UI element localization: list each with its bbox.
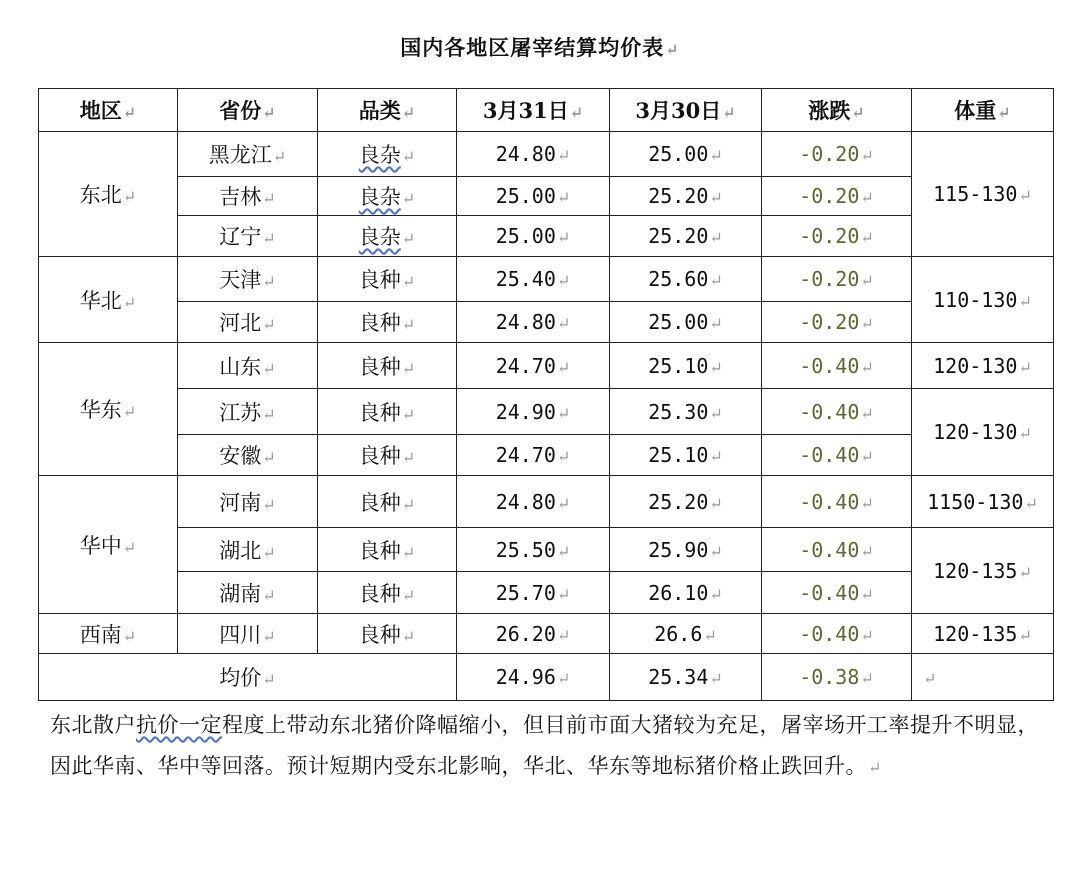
weight-cell: 120-135↵ (912, 614, 1054, 654)
province-cell: 江苏↵ (178, 389, 318, 435)
header-cell: 涨跌↵ (762, 89, 912, 132)
weight-cell: 120-130↵ (912, 343, 1054, 389)
price-mar30-cell: 25.20↵ (610, 216, 762, 257)
price-mar30-cell: 25.30↵ (610, 389, 762, 435)
change-cell: -0.40↵ (762, 572, 912, 614)
average-mar31-cell: 24.96↵ (457, 654, 610, 701)
table-row (39, 435, 1054, 476)
type-cell: 良种↵ (318, 302, 457, 343)
table-row (39, 343, 1054, 389)
table-row (39, 476, 1054, 528)
weight-cell: 110-130↵ (912, 257, 1054, 343)
change-cell: -0.40↵ (762, 343, 912, 389)
type-cell: 良杂↵ (318, 177, 457, 216)
price-table (38, 88, 1054, 701)
header-cell: 3月30日↵ (610, 89, 762, 132)
type-cell: 良种↵ (318, 389, 457, 435)
weight-cell: 115-130↵ (912, 132, 1054, 257)
province-cell: 辽宁↵ (178, 216, 318, 257)
region-cell: 东北↵ (39, 132, 178, 257)
type-cell: 良种↵ (318, 614, 457, 654)
price-mar31-cell: 24.80↵ (457, 302, 610, 343)
header-cell: 3月31日↵ (457, 89, 610, 132)
province-cell: 吉林↵ (178, 177, 318, 216)
price-mar30-cell: 25.00↵ (610, 302, 762, 343)
price-mar31-cell: 24.90↵ (457, 389, 610, 435)
price-mar30-cell: 25.90↵ (610, 528, 762, 572)
province-cell: 黑龙江↵ (178, 132, 318, 177)
price-mar30-cell: 26.6↵ (610, 614, 762, 654)
average-change-cell: -0.38↵ (762, 654, 912, 701)
price-mar31-cell: 24.70↵ (457, 343, 610, 389)
average-weight-cell: ↵ (912, 654, 1054, 701)
type-cell: 良种↵ (318, 572, 457, 614)
type-cell: 良种↵ (318, 257, 457, 302)
type-cell: 良种↵ (318, 343, 457, 389)
region-cell: 华东↵ (39, 343, 178, 476)
region-cell: 华北↵ (39, 257, 178, 343)
type-cell: 良种↵ (318, 476, 457, 528)
average-label-cell: 均价↵ (39, 654, 457, 701)
weight-cell: 120-130↵ (912, 389, 1054, 476)
header-cell: 体重↵ (912, 89, 1054, 132)
table-row (39, 572, 1054, 614)
type-cell: 良杂↵ (318, 216, 457, 257)
price-mar31-cell: 25.50↵ (457, 528, 610, 572)
table-row (39, 528, 1054, 572)
header-cell: 地区↵ (39, 89, 178, 132)
province-cell: 河北↵ (178, 302, 318, 343)
table-row (39, 614, 1054, 654)
table-title: 国内各地区屠宰结算均价表↵ (400, 35, 680, 60)
spellcheck-underline: 抗价一定 (136, 713, 222, 737)
change-cell: -0.20↵ (762, 302, 912, 343)
type-cell: 良种↵ (318, 528, 457, 572)
price-mar30-cell: 25.20↵ (610, 476, 762, 528)
change-cell: -0.40↵ (762, 614, 912, 654)
change-cell: -0.20↵ (762, 257, 912, 302)
price-mar31-cell: 25.40↵ (457, 257, 610, 302)
price-mar30-cell: 25.20↵ (610, 177, 762, 216)
header-cell: 品类↵ (318, 89, 457, 132)
table-row (39, 257, 1054, 302)
header-row (39, 89, 1054, 132)
province-cell: 河南↵ (178, 476, 318, 528)
type-cell: 良种↵ (318, 435, 457, 476)
price-mar31-cell: 26.20↵ (457, 614, 610, 654)
change-cell: -0.40↵ (762, 389, 912, 435)
price-mar30-cell: 25.10↵ (610, 435, 762, 476)
weight-cell: 1150-130↵ (912, 476, 1054, 528)
province-cell: 四川↵ (178, 614, 318, 654)
weight-cell: 120-135↵ (912, 528, 1054, 614)
price-mar30-cell: 25.10↵ (610, 343, 762, 389)
type-cell: 良杂↵ (318, 132, 457, 177)
change-cell: -0.40↵ (762, 528, 912, 572)
price-mar31-cell: 25.70↵ (457, 572, 610, 614)
table-row (39, 389, 1054, 435)
province-cell: 湖南↵ (178, 572, 318, 614)
price-mar30-cell: 26.10↵ (610, 572, 762, 614)
price-mar31-cell: 24.80↵ (457, 132, 610, 177)
price-mar31-cell: 24.70↵ (457, 435, 610, 476)
table-row (39, 177, 1054, 216)
change-cell: -0.20↵ (762, 132, 912, 177)
change-cell: -0.40↵ (762, 435, 912, 476)
province-cell: 天津↵ (178, 257, 318, 302)
table-row (39, 302, 1054, 343)
average-mar30-cell: 25.34↵ (610, 654, 762, 701)
province-cell: 山东↵ (178, 343, 318, 389)
average-row (39, 654, 1054, 701)
province-cell: 安徽↵ (178, 435, 318, 476)
change-cell: -0.40↵ (762, 476, 912, 528)
price-mar31-cell: 25.00↵ (457, 177, 610, 216)
province-cell: 湖北↵ (178, 528, 318, 572)
price-mar30-cell: 25.00↵ (610, 132, 762, 177)
price-mar30-cell: 25.60↵ (610, 257, 762, 302)
table-row (39, 132, 1054, 177)
header-cell: 省份↵ (178, 89, 318, 132)
price-mar31-cell: 24.80↵ (457, 476, 610, 528)
region-cell: 西南↵ (39, 614, 178, 654)
table-body (39, 132, 1054, 701)
table-row (39, 216, 1054, 257)
analysis-paragraph: 东北散户抗价一定程度上带动东北猪价降幅缩小，但目前市面大猪较为充足，屠宰场开工率提升不明显，因此华南、华中等回落。预计短期内受东北影响，华北、华东等地标猪价格止跌回升。↵ (50, 713, 1039, 778)
region-cell: 华中↵ (39, 476, 178, 614)
change-cell: -0.20↵ (762, 216, 912, 257)
change-cell: -0.20↵ (762, 177, 912, 216)
price-mar31-cell: 25.00↵ (457, 216, 610, 257)
